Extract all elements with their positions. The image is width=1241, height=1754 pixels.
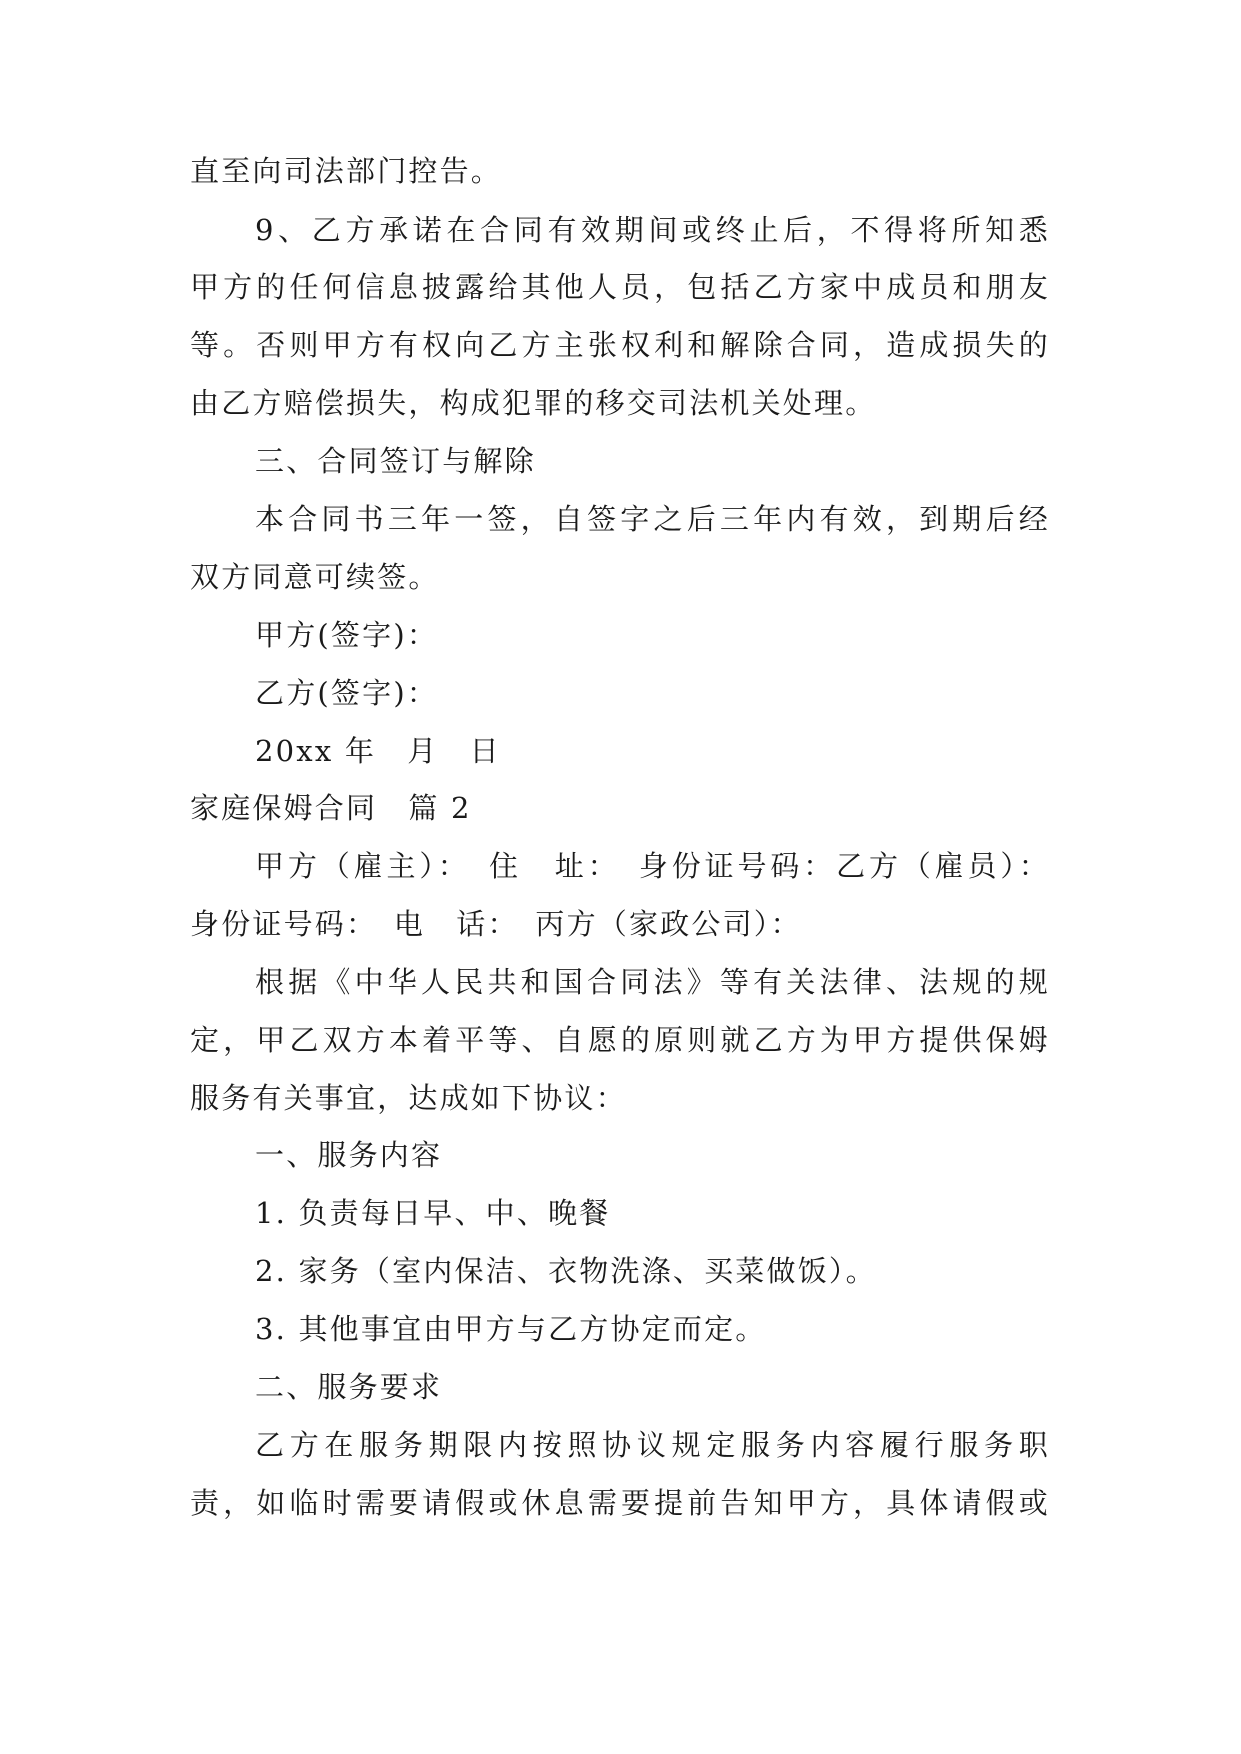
signature-line-party-a: 甲方(签字)：: [255, 618, 439, 652]
paragraph-line: 等。否则甲方有权向乙方主张权利和解除合同，造成损失的: [190, 328, 1050, 362]
section-heading: 一、服务内容: [255, 1138, 443, 1172]
date-line: 20xx 年 月 日: [255, 734, 501, 768]
paragraph-line: 9、乙方承诺在合同有效期间或终止后，不得将所知悉: [255, 213, 1050, 247]
paragraph-line: 定，甲乙双方本着平等、自愿的原则就乙方为甲方提供保姆: [190, 1023, 1050, 1057]
paragraph-line: 由乙方赔偿损失，构成犯罪的移交司法机关处理。: [190, 386, 877, 420]
paragraph-line: 直至向司法部门控告。: [190, 154, 503, 188]
list-item: 2. 家务（室内保洁、衣物洗涤、买菜做饭）。: [255, 1254, 877, 1288]
list-item: 3. 其他事宜由甲方与乙方协定而定。: [255, 1312, 767, 1346]
parties-line: 甲方（雇主）： 住 址： 身份证号码：乙方（雇员）：: [255, 849, 1050, 883]
document-title: 家庭保姆合同 篇 2: [190, 791, 472, 825]
signature-line-party-b: 乙方(签字)：: [255, 676, 439, 710]
paragraph-line: 甲方的任何信息披露给其他人员，包括乙方家中成员和朋友: [190, 270, 1050, 304]
parties-line: 身份证号码： 电 话： 丙方（家政公司）：: [190, 907, 802, 941]
paragraph-line: 服务有关事宜，达成如下协议：: [190, 1081, 627, 1115]
list-item: 1. 负责每日早、中、晚餐: [255, 1196, 611, 1230]
paragraph-line: 本合同书三年一签，自签字之后三年内有效，到期后经: [255, 502, 1050, 536]
paragraph-line: 责，如临时需要请假或休息需要提前告知甲方，具体请假或: [190, 1486, 1050, 1520]
section-heading: 三、合同签订与解除: [255, 444, 536, 478]
paragraph-line: 根据《中华人民共和国合同法》等有关法律、法规的规: [255, 965, 1050, 999]
section-heading: 二、服务要求: [255, 1370, 443, 1404]
paragraph-line: 乙方在服务期限内按照协议规定服务内容履行服务职: [255, 1428, 1050, 1462]
paragraph-line: 双方同意可续签。: [190, 560, 440, 594]
